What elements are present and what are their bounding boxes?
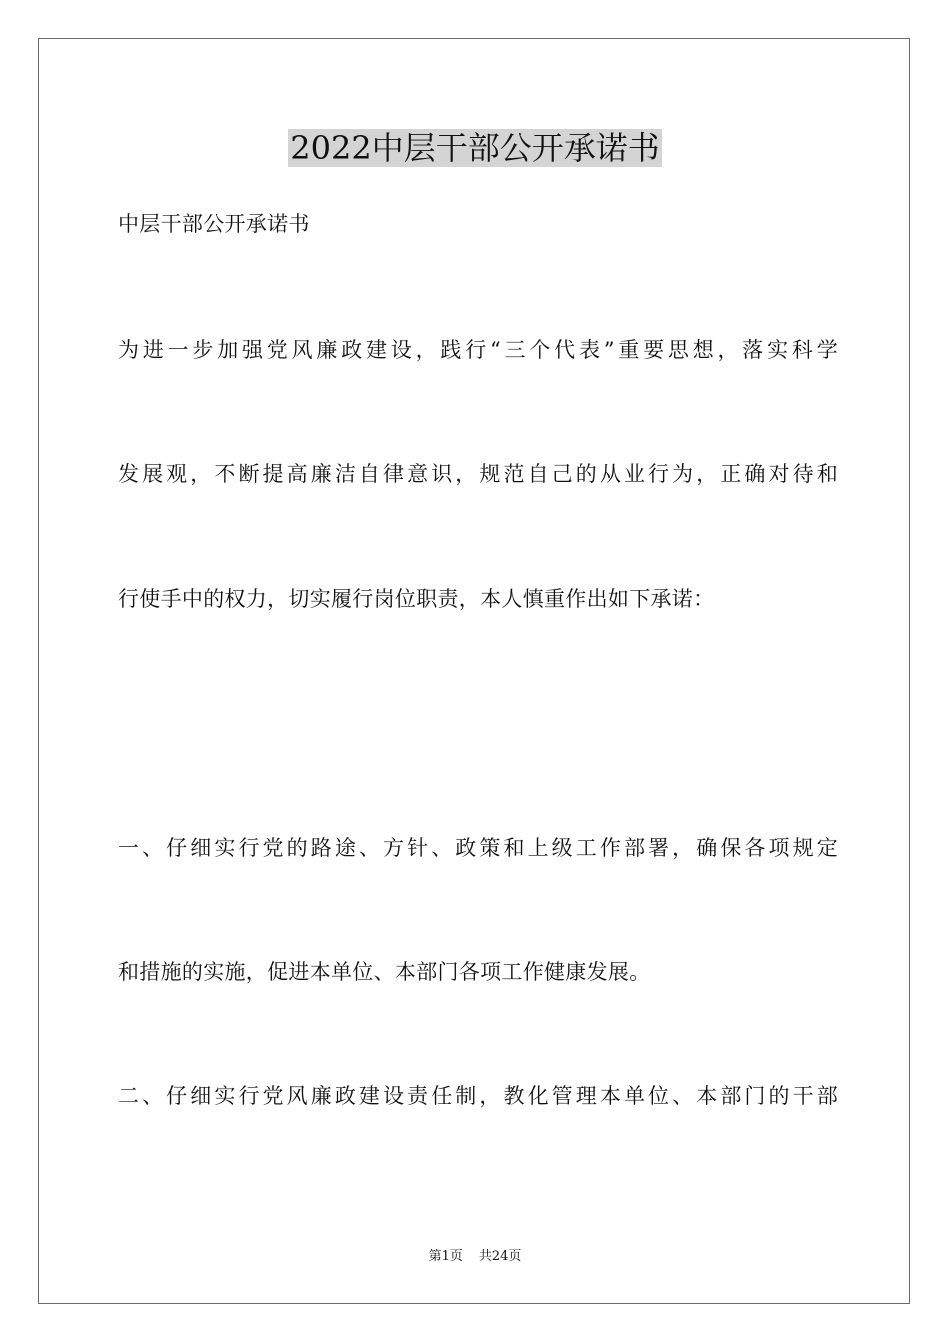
document-title-text: 2022中层干部公开承诺书: [290, 129, 660, 167]
paragraph-line-5: 和措施的实施，促进本单位、本部门各项工作健康发展。: [118, 960, 651, 984]
page-footer: [0, 1248, 950, 1266]
paragraph-line-4: 一、仔细实行党的路途、方针、政策和上级工作部署，确保各项规定: [118, 836, 838, 860]
paragraph-line-6: 二、仔细实行党风廉政建设责任制，教化管理本单位、本部门的干部: [118, 1084, 838, 1108]
page-number-current: 第1页: [428, 1249, 463, 1264]
paragraph-line-2: 发展观，不断提高廉洁自律意识，规范自己的从业行为，正确对待和: [118, 462, 838, 486]
paragraph-line-3: 行使手中的权力，切实履行岗位职责，本人慎重作出如下承诺：: [118, 587, 715, 611]
document-title: [0, 128, 950, 168]
page-number-total: 共24页: [478, 1249, 522, 1264]
paragraph-line-1: 为进一步加强党风廉政建设，践行“三个代表”重要思想，落实科学: [118, 338, 838, 362]
document-subtitle: 中层干部公开承诺书: [118, 212, 310, 236]
